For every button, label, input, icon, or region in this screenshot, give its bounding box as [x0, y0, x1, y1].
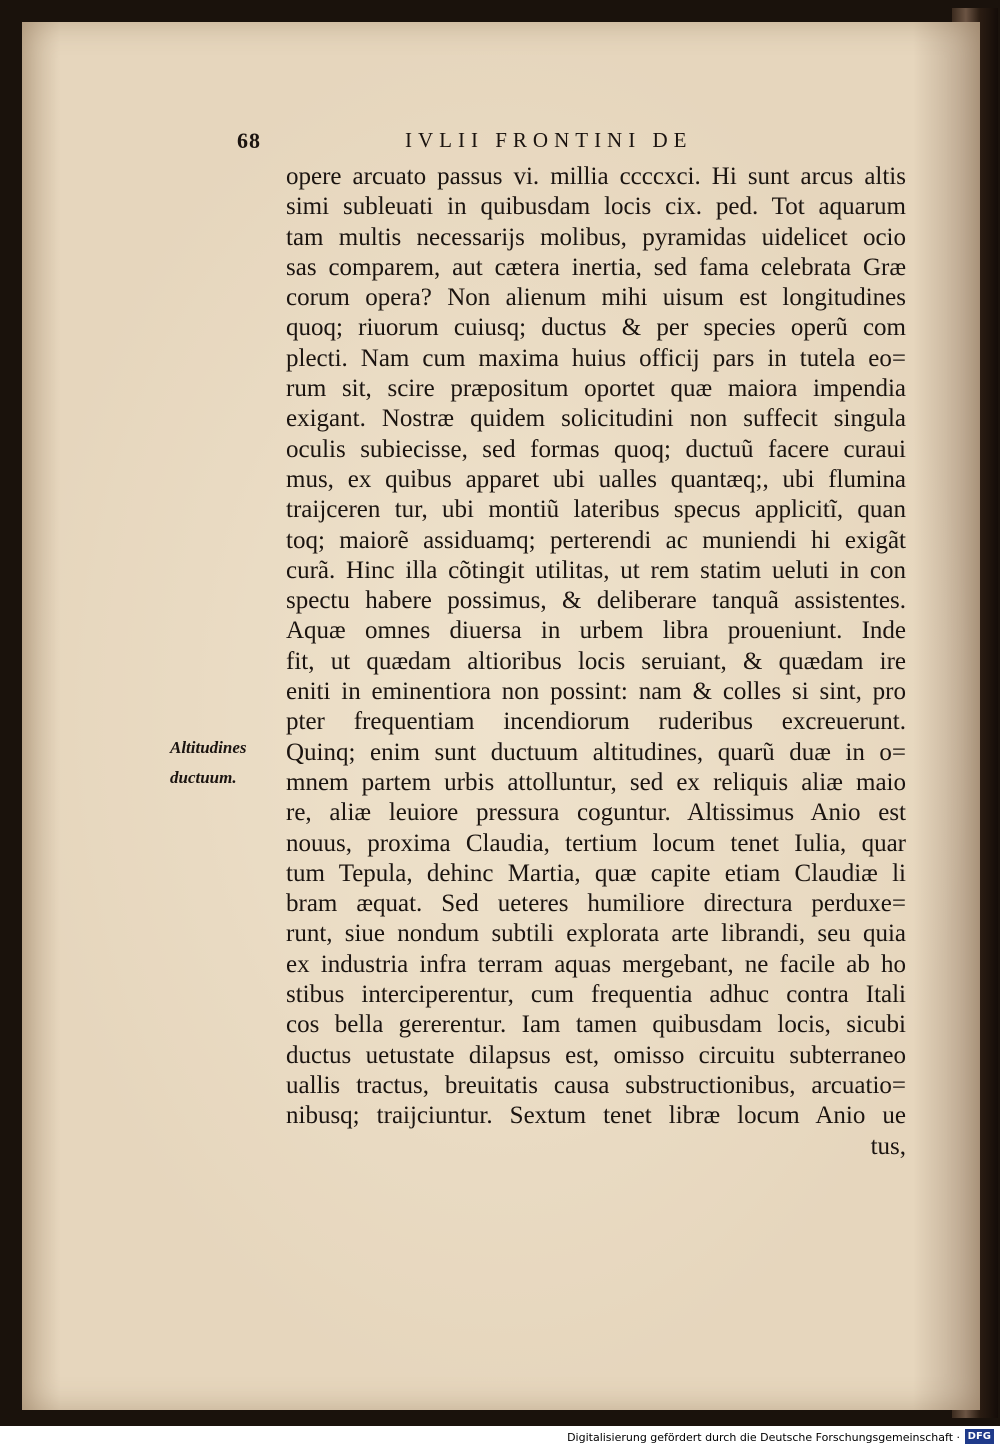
footer-credit: Digitalisierung gefördert durch die Deutsche Forschungsgemeinschaft · — [567, 1431, 960, 1444]
running-head: IVLII FRONTINI DE — [405, 128, 693, 152]
text-line: cos bella gererentur. Iam tamen quibusdam locis, sicubi — [286, 1011, 906, 1039]
dfg-logo[interactable]: DFG — [965, 1429, 994, 1444]
text-line: mnem partem urbis attolluntur, sed ex reliquis aliæ maio — [286, 768, 906, 796]
text-line: toq; maiorẽ assiduamq; perterendi ac muniendi hi exigãt — [286, 526, 906, 554]
text-line: nibusq; traijciuntur. Sextum tenet libræ locum Anio ue — [286, 1102, 906, 1130]
marginal-note-line-2: ductuum. — [170, 768, 237, 787]
text-line: bram æquat. Sed ueteres humiliore directura perduxe= — [286, 890, 906, 918]
text-line: fit, ut quædam altioribus locis seruiant, & quædam ire — [286, 647, 906, 675]
text-line: spectu habere possimus, & deliberare tanquã assistentes. — [286, 587, 906, 615]
body-text — [286, 162, 906, 1162]
text-line: plecti. Nam cum maxima huius officij pars in tutela eo= — [286, 344, 906, 372]
text-line: tum Tepula, dehinc Martia, quæ capite etiam Claudiæ li — [286, 859, 906, 887]
text-line: opere arcuato passus vi. millia ccccxci. Hi sunt arcus altis — [286, 163, 906, 190]
text-line: re, aliæ leuiore pressura coguntur. Altissimus Anio est — [286, 799, 906, 827]
text-line: tam multis necessarijs molibus, pyramidas uidelicet ocio — [286, 223, 906, 251]
text-line: ex industria infra terram aquas mergebant, ne facile ab ho — [286, 950, 906, 978]
text-line: stibus interciperentur, cum frequentia adhuc contra Itali — [286, 981, 906, 1009]
text-line: tus, — [870, 1132, 906, 1160]
text-line: nouus, proxima Claudia, tertium locum tenet Iulia, quar — [286, 829, 906, 857]
text-line: Aquæ omnes diuersa in urbem libra proueniunt. Inde — [286, 617, 906, 645]
text-line: traijceren tur, ubi montiũ lateribus specus applicitĩ, quan — [286, 496, 906, 524]
text-line: uallis tractus, breuitatis causa substructionibus, arcuatio= — [286, 1071, 906, 1099]
text-line: pter frequentiam incendiorum ruderibus excreuerunt. — [286, 708, 906, 736]
text-line: oculis subiecisse, sed formas quoq; ductuũ facere curaui — [286, 435, 906, 463]
marginal-note-line-1: Altitudines — [170, 738, 247, 757]
text-line: ductus uetustate dilapsus est, omisso circuitu subterraneo — [286, 1041, 906, 1069]
text-line: curã. Hinc illa cõtingit utilitas, ut rem statim ueluti in con — [286, 556, 906, 584]
page-number: 68 — [237, 128, 261, 153]
footer-bar — [0, 1426, 1000, 1448]
text-line: Quinq; enim sunt ductuum altitudines, quarũ duæ in o= — [286, 738, 906, 766]
text-line: corum opera? Non alienum mihi uisum est longitudines — [286, 284, 906, 312]
text-line: exigant. Nostræ quidem solicitudini non suffecit singula — [286, 405, 906, 433]
text-line: mus, ex quibus apparet ubi ualles quantæq;, ubi flumina — [286, 465, 906, 493]
text-line: simi subleuati in quibusdam locis cix. ped. Tot aquarum — [286, 193, 906, 221]
text-line: runt, siue nondum subtili explorata arte librandi, seu quia — [286, 920, 906, 948]
text-line: sas comparem, aut cætera inertia, sed fama celebrata Græ — [286, 253, 906, 281]
text-line: quoq; riuorum cuiusq; ductus & per species operũ com — [286, 314, 906, 342]
text-line: eniti in eminentiora non possint: nam & colles si sint, pro — [286, 678, 906, 706]
text-line: rum sit, scire præpositum oportet quæ maiora impendia — [286, 375, 906, 403]
